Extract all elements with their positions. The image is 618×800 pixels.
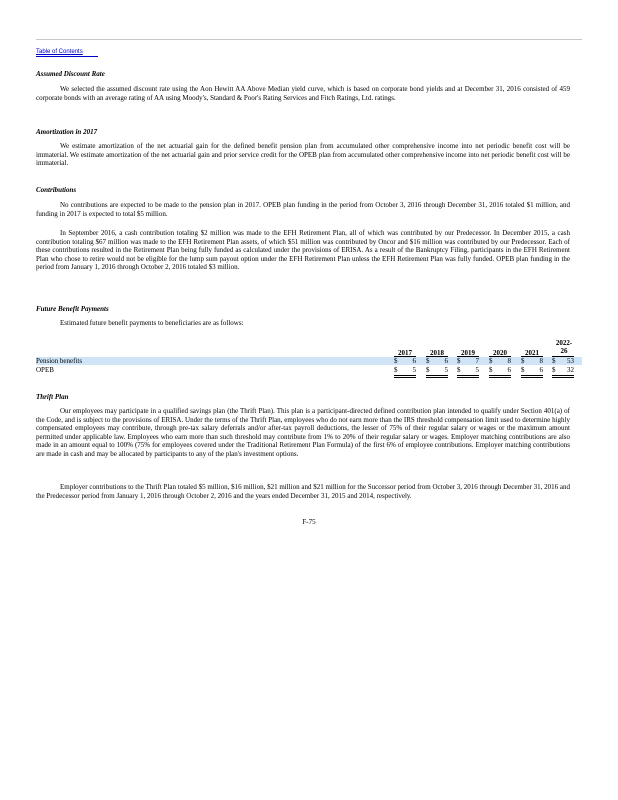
table-header-year: 2020	[493, 349, 507, 357]
table-cell: $ 8	[521, 357, 543, 365]
table-header-year-range: 2022- 26	[555, 339, 573, 355]
table-header-year: 2021	[525, 349, 539, 357]
table-cell: $ 6	[521, 366, 543, 374]
table-cell: $ 32	[552, 366, 574, 374]
table-cell: $ 53	[552, 357, 574, 365]
table-of-contents-link[interactable]: Table of Contents	[36, 49, 98, 57]
table-cell: $ 5	[426, 366, 448, 374]
table-header-year: 2018	[430, 349, 444, 357]
heading-contributions: Contributions	[36, 186, 77, 194]
heading-future-benefits: Future Benefit Payments	[36, 305, 109, 313]
table-header-year: 2017	[398, 349, 412, 357]
paragraph-discount-rate: We selected the assumed discount rate using the Aon Hewitt AA Above Median yield curve, which is based on corporate bond yields and at December 31, 2016 consisted of 459 corporate bonds with an average rating of AA using Moody's, Standard & Poor's Rating Services and Fitch Ratings, Ltd. ratings.	[36, 85, 570, 102]
paragraph-contributions-2: In September 2016, a cash contribution totaling $2 million was made to the EFH Retirement Plan, all of which was contributed by our Predecessor. In December 2015, a cash contribution totaling $67 million was made to the EFH Retirement Plan assets, of which $51 million was contributed by Oncor and $16 million was contributed by our Predecessor. Each of these contributions resulted in the Retirement Plan being fully funded as calculated under the provisions of ERISA. As a result of the Bankruptcy Filing, participants in the EFH Retirement Plan who chose to retire would not be eligible for the lump sum payout option under the EFH Retirement Plan unless the EFH Retirement Plan was fully funded. OPEB plan funding in the period from January 1, 2016 through October 2, 2016 totaled $3 million.	[36, 229, 570, 271]
table-cell: $ 6	[489, 366, 511, 374]
heading-discount-rate: Assumed Discount Rate	[36, 70, 105, 78]
paragraph-future-benefits: Estimated future benefit payments to beneficiaries are as follows:	[60, 319, 244, 327]
table-header-year: 2019	[461, 349, 475, 357]
top-rule	[36, 39, 582, 40]
paragraph-thrift-2: Employer contributions to the Thrift Plan totaled $5 million, $16 million, $21 million and $21 million for the Successor period from October 3, 2016 through December 31, 2016 and the Predecessor period from January 1, 2016 through October 2, 2016 and the years ended December 31, 2015 and 2014, respectively.	[36, 483, 570, 500]
paragraph-contributions-1: No contributions are expected to be made to the pension plan in 2017. OPEB plan funding in the period from October 3, 2016 through December 31, 2016 totaled $1 million, and funding in 2017 is expected to total $5 million.	[36, 201, 570, 218]
table-cell: $ 5	[457, 366, 479, 374]
table-cell: $ 6	[426, 357, 448, 365]
table-cell: $ 6	[394, 357, 416, 365]
table-row-label: Pension benefits	[36, 357, 83, 365]
heading-thrift-plan: Thrift Plan	[36, 393, 69, 401]
heading-amortization: Amortization in 2017	[36, 128, 98, 136]
paragraph-thrift-1: Our employees may participate in a qualified savings plan (the Thrift Plan). This plan is a participant-directed defined contribution plan intended to qualify under Section 401(a) of the Code, and is subject to the provisions of ERISA. Under the terms of the Thrift Plan, employees who do not earn more than the IRS threshold compensation limit used to determine highly compensated employees may contribute, through pre-tax salary deferrals and/or after-tax payroll deductions, the lesser of 75% of their regular salary or wages or the maximum amount permitted under applicable law. Employees who earn more than such threshold may contribute from 1% to 20% of their regular salary or wages. Employer matching contributions are also made in an amount equal to 100% (75% for employees covered under the Traditional Retirement Plan Formula) of the first 6% of employee contributions. Employer matching contributions are made in cash and may be allocated by participants to any of the plan's investment options.	[36, 407, 570, 458]
table-cell: $ 7	[457, 357, 479, 365]
table-row-label: OPEB	[36, 366, 54, 374]
paragraph-amortization: We estimate amortization of the net actuarial gain for the defined benefit pension plan from accumulated other comprehensive income into net periodic benefit cost will be immaterial. We estimate amortization of the net actuarial gain and prior service credit for the OPEB plan from accumulated other comprehensive income into net periodic benefit cost will be immaterial.	[36, 142, 570, 167]
table-cell: $ 8	[489, 357, 511, 365]
page-number: F-75	[302, 518, 316, 526]
table-cell: $ 5	[394, 366, 416, 374]
